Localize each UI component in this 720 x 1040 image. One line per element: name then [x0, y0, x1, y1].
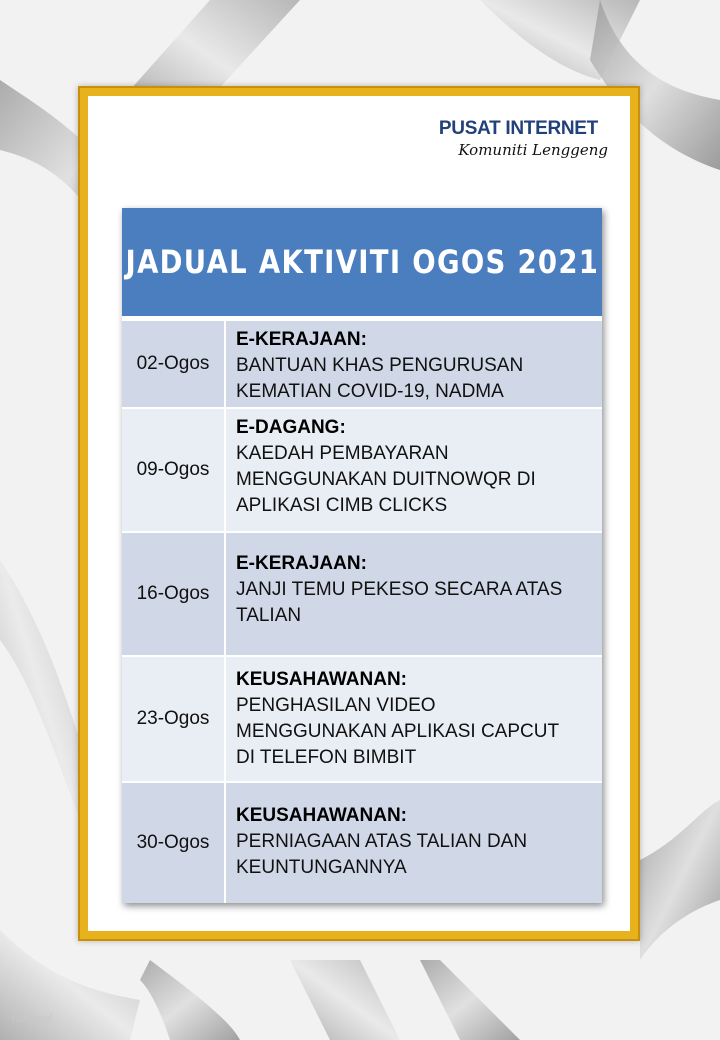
row-content: [226, 657, 602, 781]
row-date: 02-Ogos: [122, 321, 226, 407]
row-description: KAEDAH PEMBAYARAN MENGGUNAKAN DUITNOWQR DI APLIKASI CIMB CLICKS: [236, 443, 536, 516]
row-date: 09-Ogos: [122, 409, 226, 531]
row-category: KEUSAHAWANAN:: [236, 805, 407, 826]
table-row: [122, 655, 602, 781]
row-content: [226, 321, 602, 407]
row-date: 30-Ogos: [122, 783, 226, 903]
row-description: PERNIAGAAN ATAS TALIAN DAN KEUNTUNGANNYA: [236, 831, 528, 878]
row-content: [226, 533, 602, 655]
table-row: [122, 531, 602, 655]
row-content: [226, 783, 602, 903]
row-description: PENGHASILAN VIDEO MENGGUNAKAN APLIKASI CAPCUT DI TELEFON BIMBIT: [236, 695, 560, 768]
schedule-title: JADUAL AKTIVITI OGOS 2021: [125, 243, 599, 281]
watermark: rawpixel: [12, 1013, 53, 1025]
table-row: [122, 407, 602, 531]
logo: [438, 118, 608, 160]
row-date: 23-Ogos: [122, 657, 226, 781]
row-category: E-KERAJAAN:: [236, 329, 367, 350]
row-date: 16-Ogos: [122, 533, 226, 655]
schedule-header: [122, 208, 602, 319]
row-category: E-KERAJAAN:: [236, 553, 367, 574]
table-row: [122, 781, 602, 903]
logo-subtitle: Komuniti Lenggeng: [458, 141, 608, 159]
table-row: [122, 319, 602, 407]
logo-title: PUSAT INTERNET: [438, 118, 598, 139]
row-content: [226, 409, 602, 531]
row-description: BANTUAN KHAS PENGURUSAN KEMATIAN COVID-19, NADMA: [236, 355, 524, 402]
schedule-table: [122, 208, 602, 903]
row-category: KEUSAHAWANAN:: [236, 669, 407, 690]
row-description: JANJI TEMU PEKESO SECARA ATAS TALIAN: [236, 579, 563, 626]
row-category: E-DAGANG:: [236, 417, 346, 438]
